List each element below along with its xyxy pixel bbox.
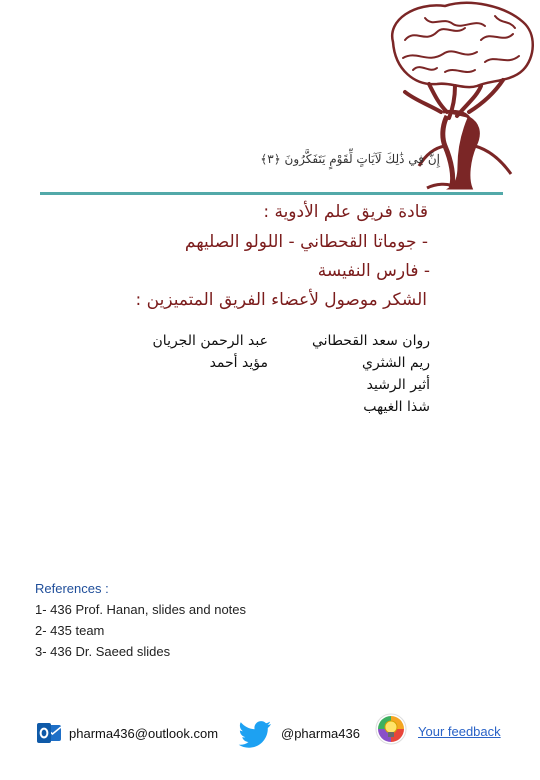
quran-verse: إِنَّ فِي ذَٰلِكَ لَآيَاتٍ لِّقَوْمٍ يَتَفَكَّرُونَ ﴿٣﴾ (260, 152, 440, 166)
footer-feedback[interactable] (372, 713, 501, 749)
footer-twitter[interactable] (237, 716, 360, 750)
reference-item: 3- 436 Dr. Saeed slides (35, 644, 171, 659)
member-name: أثير الرشيد (366, 377, 430, 393)
outlook-icon (35, 719, 63, 747)
member-name: مؤيد أحمد (209, 355, 268, 371)
feedback-link[interactable]: Your feedback (418, 723, 501, 739)
members-column-left (153, 330, 268, 374)
leaders-line-1: - جوماتا القحطاني - اللولو الصليهم (184, 232, 428, 252)
footer-email[interactable] (35, 716, 218, 750)
header-divider (40, 192, 503, 195)
members-column-right (312, 330, 430, 418)
thanks-heading: الشكر موصول لأعضاء الفريق المتميزين : (135, 290, 427, 310)
member-name: عبد الرحمن الجريان (152, 333, 268, 349)
leaders-title: قادة فريق علم الأدوية : (263, 202, 428, 222)
email-text: pharma436@outlook.com (69, 725, 219, 741)
reference-item: 2- 435 team (35, 623, 105, 638)
references-title: References : (35, 581, 109, 596)
member-name: شذا الغيهب (363, 399, 430, 415)
member-name: روان سعد القحطاني (311, 333, 430, 349)
leaders-line-2: - فارس النفيسة (317, 261, 430, 281)
member-name: ريم الشثري (362, 355, 430, 371)
reference-item: 1- 436 Prof. Hanan, slides and notes (35, 602, 247, 617)
lightbulb-icon (372, 713, 410, 749)
twitter-icon (237, 716, 273, 750)
references-block (35, 578, 246, 662)
twitter-handle: @pharma436 (281, 725, 360, 741)
